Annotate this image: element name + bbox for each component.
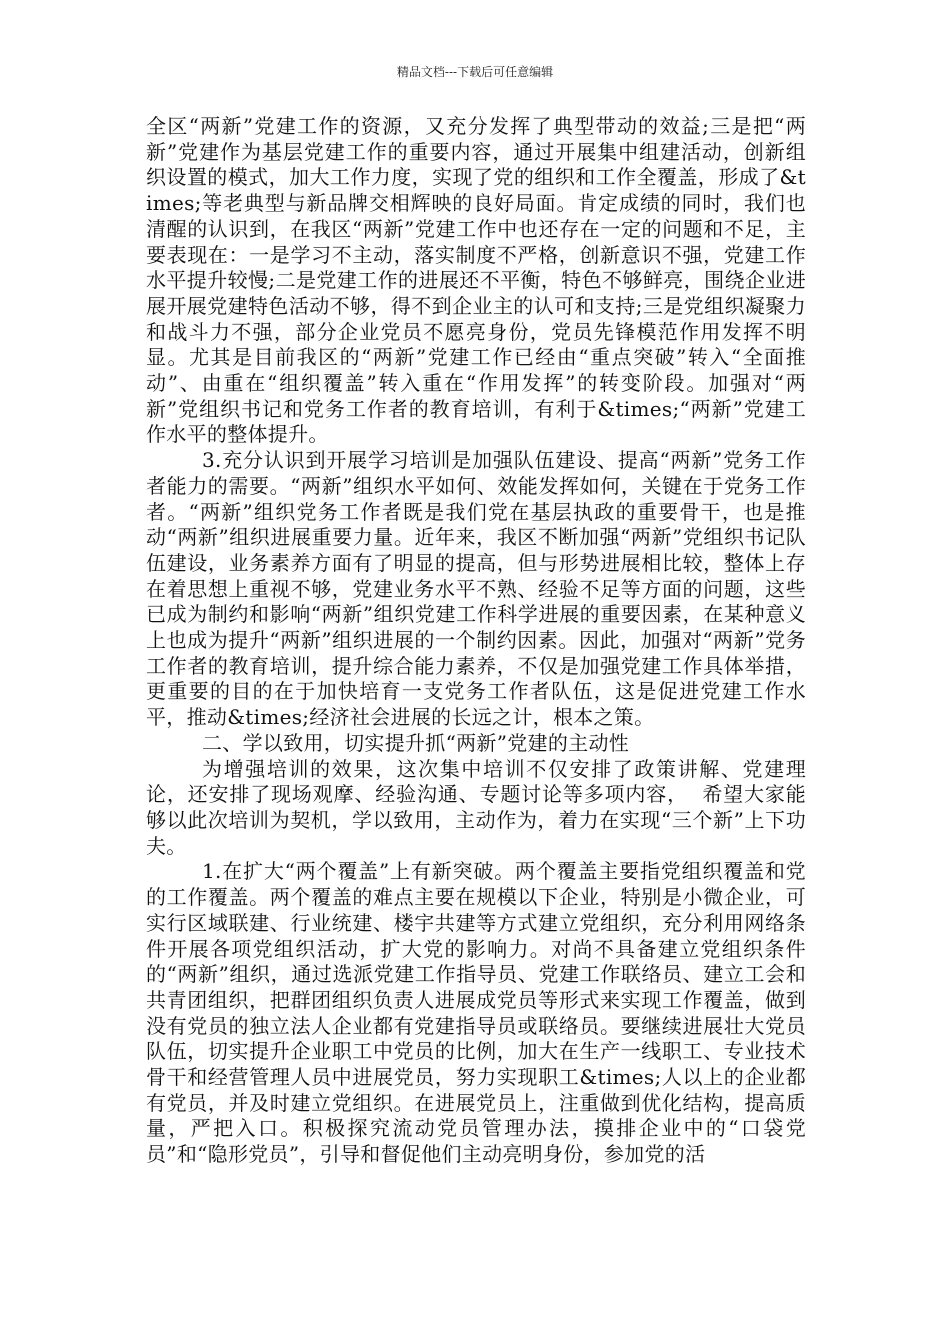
page-header: 精品文档---下载后可任意编辑 bbox=[396, 65, 554, 79]
document-body bbox=[146, 114, 806, 1168]
paragraph-point-3: 3.充分认识到开展学习培训是加强队伍建设、提高“两新”党务工作者能力的需要。“两新”组织水平如何、效能发挥如何，关键在于党务工作者。“两新”组织党务工作者既是我们党在基层执政的重要骨干，也是推动“两新”组织进展重要力量。近年来，我区不断加强“两新”党组织书记队伍建设，业务素养方面有了明显的提高，但与形势进展相比较，整体上存在着思想上重视不够，党建业务水平不熟、经验不足等方面的问题，这些已成为制约和影响“两新”组织党建工作科学进展的重要因素，在某种意义上也成为提升“两新”组织进展的一个制约因素。因此，加强对“两新”党务工作者的教育培训，提升综合能力素养，不仅是加强党建工作具体举措，更重要的目的在于加快培育一支党务工作者队伍，这是促进党建工作水平，推动&times;经济社会进展的长远之计，根本之策。 bbox=[146, 448, 806, 730]
section-heading-2: 二、学以致用，切实提升抓“两新”党建的主动性 bbox=[202, 730, 630, 755]
paragraph-training-intro: 为增强培训的效果，这次集中培训不仅安排了政策讲解、党建理论，还安排了现场观摩、经验沟通、专题讨论等多项内容， 希望大家能够以此次培训为契机，学以致用，主动作为，着力在实现“三个新”上下功夫。 bbox=[146, 756, 806, 858]
paragraph-point-1: 1.在扩大“两个覆盖”上有新突破。两个覆盖主要指党组织覆盖和党的工作覆盖。两个覆盖的难点主要在规模以下企业，特别是小微企业，可实行区域联建、行业统建、楼宇共建等方式建立党组织，充分利用网络条件开展各项党组织活动，扩大党的影响力。对尚不具备建立党组织条件的“两新”组织，通过选派党建工作指导员、党建工作联络员、建立工会和共青团组织，把群团组织负责人进展成党员等形式来实现工作覆盖，做到没有党员的独立法人企业都有党建指导员或联络员。要继续进展壮大党员队伍，切实提升企业职工中党员的比例，加大在生产一线职工、专业技术骨干和经营管理人员中进展党员，努力实现职工&times;人以上的企业都有党员，并及时建立党组织。在进展党员上，注重做到优化结构，提高质量，严把入口。积极探究流动党员管理办法，摸排企业中的“口袋党员”和“隐形党员”，引导和督促他们主动亮明身份，参加党的活 bbox=[146, 859, 806, 1167]
paragraph-continuation: 全区“两新”党建工作的资源，又充分发挥了典型带动的效益;三是把“两新”党建作为基层党建工作的重要内容，通过开展集中组建活动，创新组织设置的模式，加大工作力度，实现了党的组织和工作全覆盖，形成了&times;等老典型与新品牌交相辉映的良好局面。肯定成绩的同时，我们也清醒的认识到，在我区“两新”党建工作中也还存在一定的问题和不足，主要表现在：一是学习不主动，落实制度不严格，创新意识不强，党建工作水平提升较慢;二是党建工作的进展还不平衡，特色不够鲜亮，围绕企业进展开展党建特色活动不够，得不到企业主的认可和支持;三是党组织凝聚力和战斗力不强，部分企业党员不愿亮身份，党员先锋模范作用发挥不明显。尤其是目前我区的“两新”党建工作已经由“重点突破”转入“全面推动”、由重在“组织覆盖”转入重在“作用发挥”的转变阶段。加强对“两新”党组织书记和党务工作者的教育培训，有利于&times;“两新”党建工作水平的整体提升。 bbox=[146, 114, 806, 447]
